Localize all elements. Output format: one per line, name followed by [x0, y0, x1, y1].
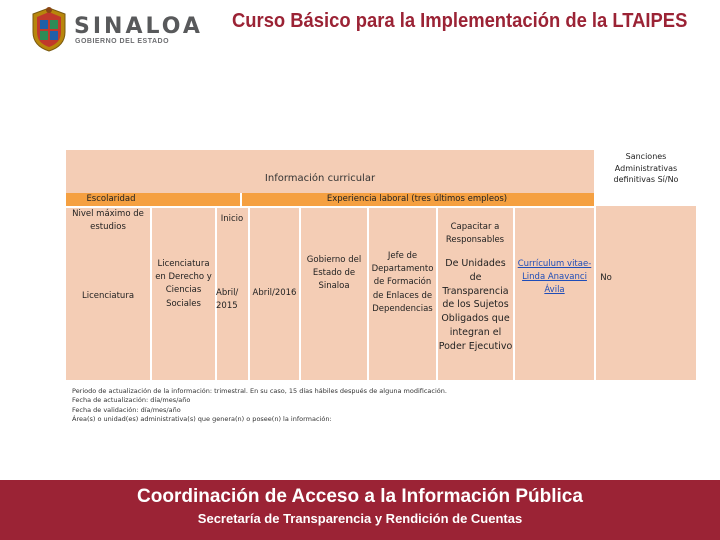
fecha-fin-value: Abril/2016 — [252, 288, 297, 298]
nivel-value: Licenciatura — [81, 291, 135, 301]
notes — [72, 387, 492, 425]
note-line: Fecha de actualización: día/mes/año — [72, 396, 191, 405]
footer-title: Coordinación de Acceso a la Información Pública — [137, 486, 583, 507]
note-line: Periodo de actualización de la información: trimestral. En su caso, 15 días hábiles después de alguna modificación. — [72, 387, 447, 395]
capacitar-header: Capacitar a Responsables — [445, 222, 505, 246]
inicio-header: Inicio — [220, 214, 244, 224]
fecha-inicio-value: Abril/ 2015 — [216, 288, 239, 312]
sinaloa-coat-of-arms-logo — [30, 6, 68, 52]
brand-subtitle: GOBIERNO DEL ESTADO — [75, 38, 170, 45]
carrera-value: Licenciatura en Derecho y Ciencias Sociales — [155, 259, 212, 309]
funciones-value: De Unidades de Transparencia de los Sujetos Obligados que integran el Poder Ejecutivo — [438, 258, 513, 352]
curriculum-cell — [515, 258, 594, 298]
sanciones-value: No — [600, 273, 612, 283]
experiencia-header: Experiencia laboral (tres últimos empleos) — [326, 194, 508, 204]
nivel-maximo-header: Nivel máximo de estudios — [72, 209, 144, 233]
sanciones-header: Sanciones Administrativas definitivas Sí/No — [613, 152, 679, 185]
note-line: Área(s) o unidad(es) administrativa(s) que genera(n) o posee(n) la información: — [72, 415, 332, 424]
footer-subtitle: Secretaría de Transparencia y Rendición de Cuentas — [197, 511, 523, 526]
curriculum-link[interactable]: Currículum vitae- Linda Anavanci Ávila — [517, 259, 592, 296]
escolaridad-header: Escolaridad — [86, 194, 136, 204]
info-curricular-header: Información curricular — [264, 173, 376, 184]
page-title: Curso Básico para la Implementación de la LTAIPES — [232, 10, 688, 32]
puesto-value: Jefe de Departamento de Formación de Enlaces de Dependencias — [371, 251, 434, 314]
empresa-value: Gobierno del Estado de Sinaloa — [306, 255, 362, 292]
brand-name: SINALOA — [74, 14, 203, 39]
note-line: Fecha de validación: día/mes/año — [72, 405, 181, 414]
